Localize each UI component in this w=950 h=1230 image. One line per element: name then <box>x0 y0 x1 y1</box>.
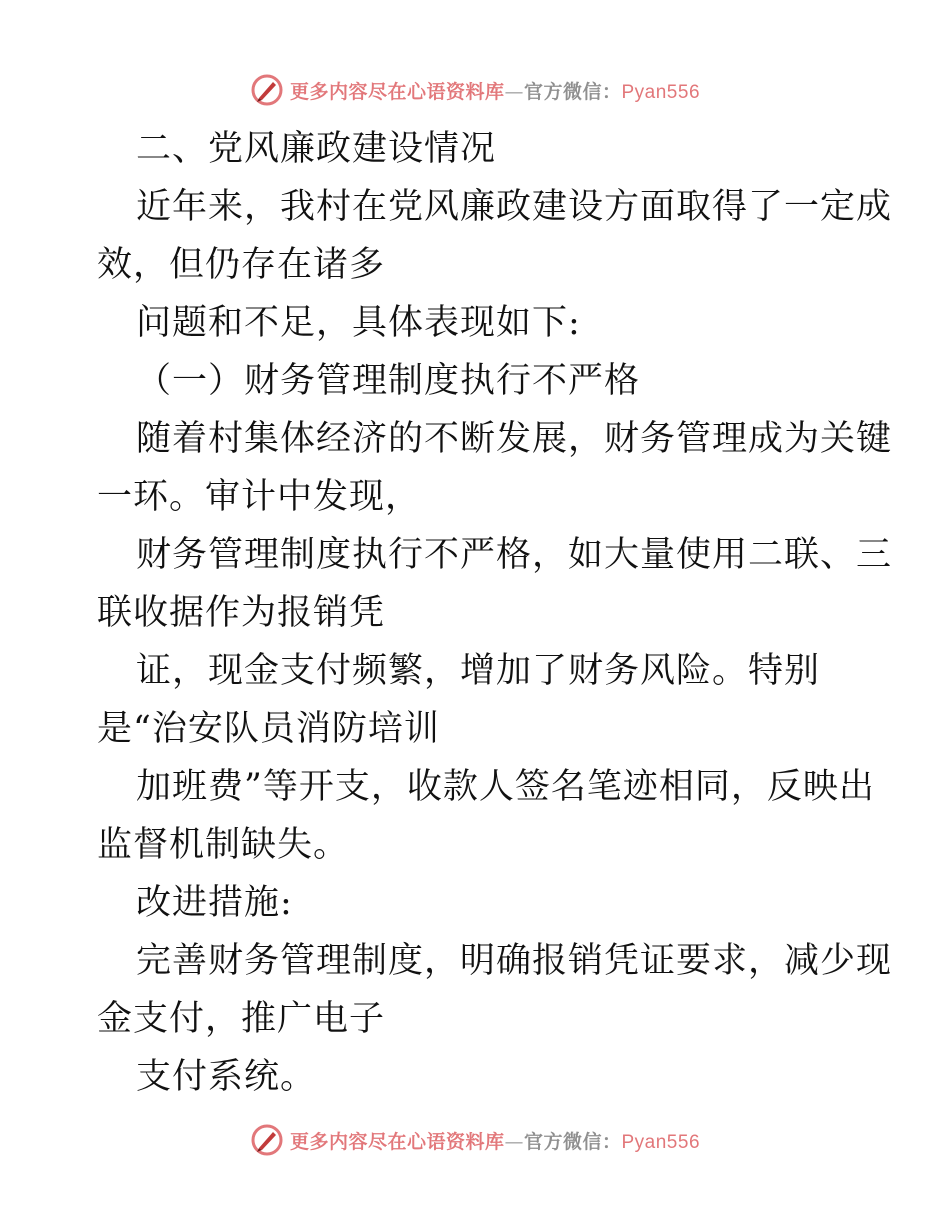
watermark-text <box>290 77 700 104</box>
paragraph-line: 监督机制缺失。 <box>97 825 350 865</box>
watermark-brand: 更多内容尽在心语资料库 <box>289 1130 505 1153</box>
watermark-text <box>290 1127 700 1154</box>
paragraph-line: 一环。审计中发现， <box>97 477 422 517</box>
paragraph-line: 完善财务管理制度，明确报销凭证要求，减少现 <box>136 941 893 981</box>
header-watermark <box>0 70 950 110</box>
watermark-channel: 官方微信： <box>523 80 622 103</box>
watermark-channel: 官方微信： <box>523 1130 622 1153</box>
pen-logo-icon <box>250 73 284 107</box>
paragraph-line: 效，但仍存在诸多 <box>97 245 386 285</box>
watermark-brand: 更多内容尽在心语资料库 <box>289 80 505 103</box>
footer-watermark <box>0 1120 950 1160</box>
paragraph-line: 问题和不足，具体表现如下: <box>136 303 581 343</box>
paragraph-line: 是“治安队员消防培训 <box>97 709 440 749</box>
paragraph-line: 联收据作为报销凭 <box>97 593 386 633</box>
watermark-account: Pyan556 <box>621 1131 701 1153</box>
paragraph-line: 加班费”等开支，收款人签名笔迹相同，反映出 <box>136 767 875 807</box>
paragraph-line: 支付系统。 <box>136 1057 317 1097</box>
subsection-heading: （一）财务管理制度执行不严格 <box>136 361 641 401</box>
paragraph-line: 财务管理制度执行不严格，如大量使用二联、三 <box>136 535 893 575</box>
watermark-account: Pyan556 <box>621 81 701 103</box>
paragraph-line: 近年来，我村在党风廉政建设方面取得了一定成 <box>136 187 893 227</box>
paragraph-line: 随着村集体经济的不断发展，财务管理成为关键 <box>136 419 893 459</box>
watermark-dash: — <box>504 80 524 103</box>
paragraph-line: 证，现金支付频繁，增加了财务风险。特别 <box>136 651 821 691</box>
section-heading: 二、党风廉政建设情况 <box>136 129 497 169</box>
pen-logo-icon <box>250 1123 284 1157</box>
paragraph-line: 金支付，推广电子 <box>97 999 386 1039</box>
watermark-dash: — <box>504 1130 524 1153</box>
document-body <box>97 120 893 1106</box>
improvement-heading: 改进措施: <box>136 883 293 923</box>
